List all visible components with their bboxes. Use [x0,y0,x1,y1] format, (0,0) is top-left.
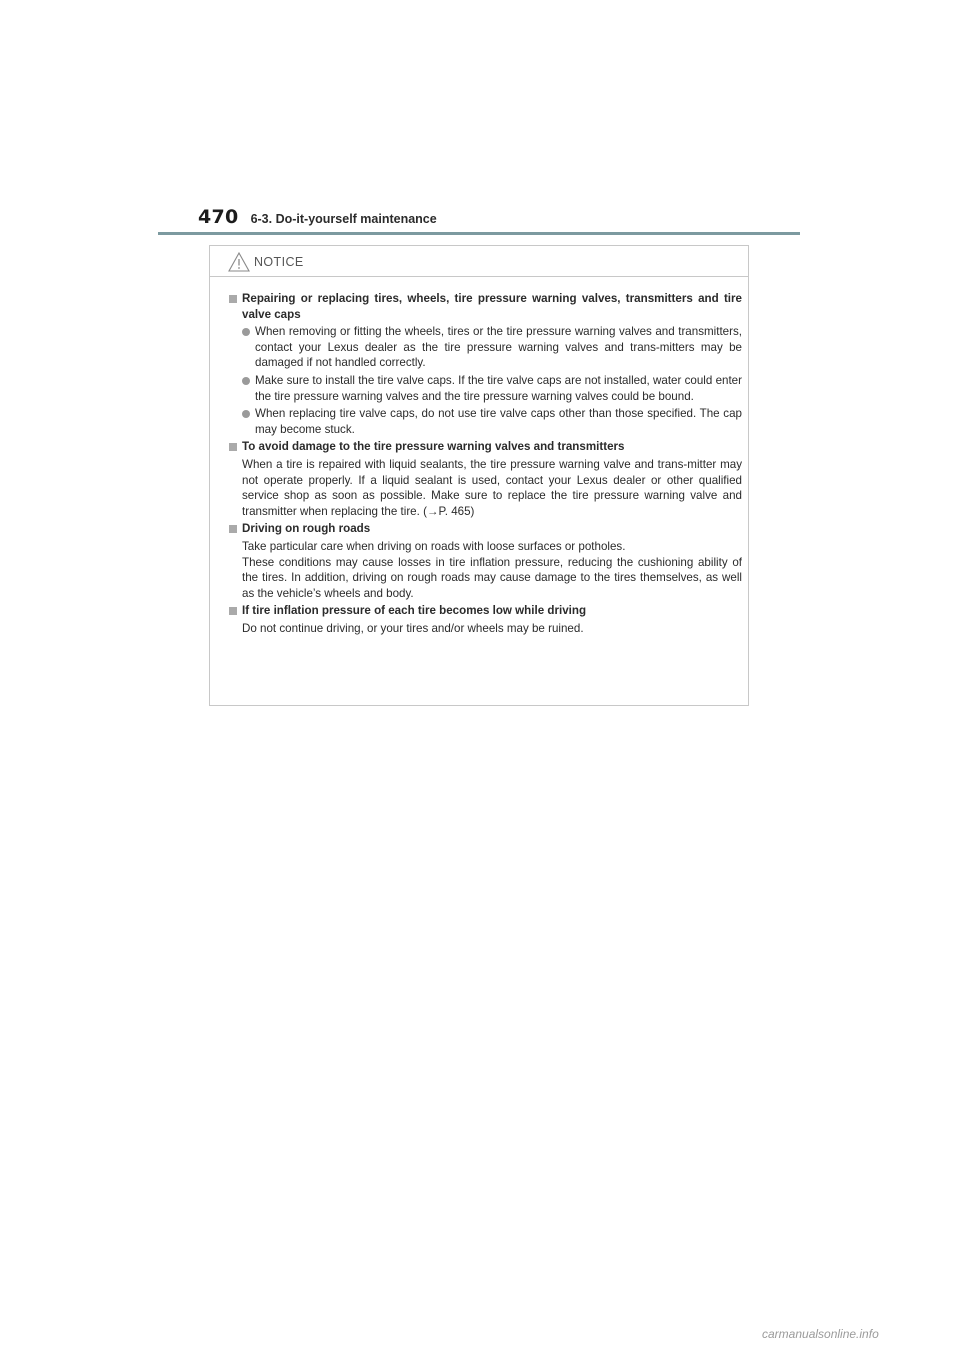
item-body: Take particular care when driving on roads with loose surfaces or potholes. [242,539,626,553]
page-header [198,206,437,228]
round-bullet-icon [242,410,250,418]
notice-item-avoid-damage [229,439,742,519]
header-rule [158,232,800,235]
notice-content [210,277,748,636]
notice-item-rough-roads [229,521,742,601]
square-bullet-icon [229,607,237,615]
notice-item-low-pressure [229,603,742,636]
watermark: carmanualsonline.info [762,1327,879,1341]
notice-box [209,245,749,706]
item-body: Do not continue driving, or your tires and/or wheels may be ruined. [242,621,584,635]
square-bullet-icon [229,443,237,451]
item-title: To avoid damage to the tire pressure warning valves and transmitters [242,440,625,454]
bullet-text: When removing or fitting the wheels, tires or the tire pressure warning valves and transmitters, contact your Lexus dealer as the tire pressure warning valves and trans-mitters may be damaged if not handled correctly. [255,325,742,370]
bullet-text: When replacing tire valve caps, do not use tire valve caps other than those specified. The cap may become stuck. [255,407,742,436]
notice-header [210,246,748,277]
square-bullet-icon [229,525,237,533]
bullet-text: Make sure to install the tire valve caps. If the tire valve caps are not installed, water could enter the tire pressure warning valves and the tire pressure warning valves could be bound. [255,373,742,403]
list-item [242,373,742,404]
list-item [242,406,742,437]
round-bullet-icon [242,377,250,385]
notice-title: NOTICE [254,255,304,269]
list-item [242,324,742,371]
warning-triangle-icon [228,252,250,272]
square-bullet-icon [229,295,237,303]
page-number: 470 [198,206,239,228]
item-title: Repairing or replacing tires, wheels, tire pressure warning valves, transmitters and tire valve caps [242,292,742,321]
item-title: Driving on rough roads [242,522,371,536]
item-title: If tire inflation pressure of each tire becomes low while driving [242,604,587,618]
item-body-continued: These conditions may cause losses in tire inflation pressure, reducing the cushioning ability of the tires. In addition, driving on rough roads may cause damage to the tires themselves, as well as the vehicle’s wheels and body. [242,555,742,600]
round-bullet-icon [242,328,250,336]
notice-item-repairing [229,291,742,437]
item-body: When a tire is repaired with liquid sealants, the tire pressure warning valve and trans-mitter may not operate properly. If a liquid sealant is used, contact your Lexus dealer or other qualified service shop as soon as possible. Make sure to replace the tire pressure warning valve and transmitter when replacing the tire. (→P. 465) [242,457,742,518]
section-title: 6-3. Do-it-yourself maintenance [250,212,437,226]
